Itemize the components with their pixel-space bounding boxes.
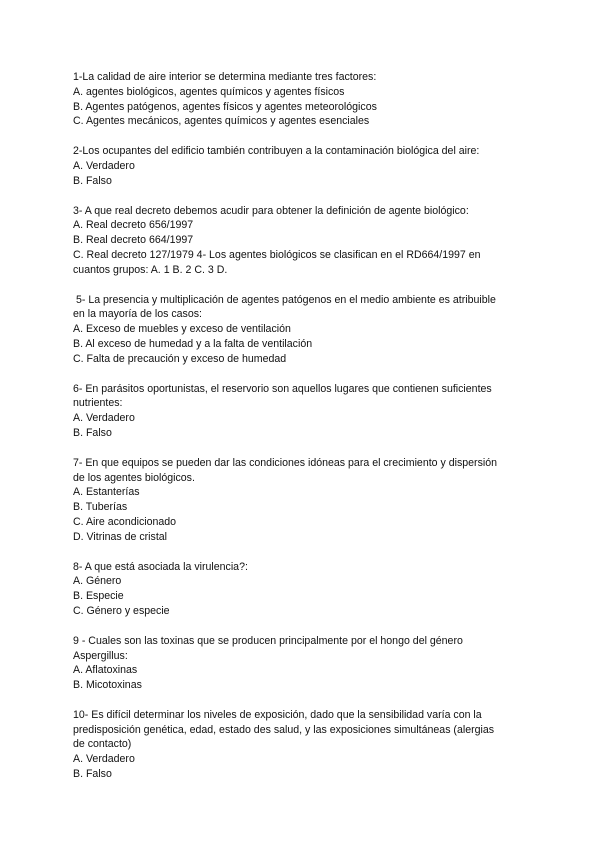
question-7-option-b: B. Tuberías	[73, 501, 128, 514]
question-5-text: 5- La presencia y multiplicación de agentes patógenos en el medio ambiente es atribuible	[73, 293, 496, 306]
question-5-option-c: C. Falta de precaución y exceso de humedad	[73, 352, 287, 365]
question-10-option-a: A. Verdadero	[73, 753, 135, 766]
question-5-option-a: A. Exceso de muebles y exceso de ventilación	[73, 323, 291, 336]
question-8-text: 8- A que está asociada la virulencia?:	[73, 560, 248, 573]
question-8-option-c: C. Género y especie	[73, 604, 170, 617]
question-3	[73, 204, 530, 278]
question-2-option-b: B. Falso	[73, 174, 112, 187]
question-2-option-a: A. Verdadero	[73, 159, 135, 172]
question-7-text: 7- En que equipos se pueden dar las condiciones idóneas para el crecimiento y dispersión	[73, 456, 498, 469]
question-8-option-a: A. Género	[73, 575, 122, 588]
question-9-option-a: A. Aflatoxinas	[73, 664, 138, 677]
question-1-text: 1-La calidad de aire interior se determina mediante tres factores:	[73, 71, 377, 83]
question-1-option-b: B. Agentes patógenos, agentes físicos y agentes meteorológicos	[73, 100, 377, 113]
question-10-text-cont-1: predisposición genética, edad, estado des salud, y las exposiciones simultáneas (alergias	[73, 723, 495, 736]
question-3-option-b: B. Real decreto 664/1997	[73, 234, 194, 247]
question-9-text-cont: Aspergillus:	[73, 649, 128, 662]
question-6-text: 6- En parásitos oportunistas, el reservorio son aquellos lugares que contienen suficientes	[73, 382, 492, 395]
question-8	[73, 560, 530, 619]
question-1	[73, 70, 530, 129]
question-3-option-c: C. Real decreto 127/1979 4- Los agentes biológicos se clasifican en el RD664/1997 en	[73, 248, 481, 261]
question-7-option-c: C. Aire acondicionado	[73, 515, 177, 528]
question-4-options: cuantos grupos: A. 1 B. 2 C. 3 D.	[73, 263, 228, 276]
question-5-option-b: B. Al exceso de humedad y a la falta de ventilación	[73, 337, 313, 350]
question-10	[73, 708, 530, 782]
question-6	[73, 382, 530, 441]
question-10-text-cont-2: de contacto)	[73, 738, 132, 751]
question-3-option-a: A. Real decreto 656/1997	[73, 219, 194, 232]
question-10-option-b: B. Falso	[73, 768, 112, 781]
question-7	[73, 456, 530, 545]
question-9-option-b: B. Micotoxinas	[73, 679, 142, 692]
question-6-option-b: B. Falso	[73, 426, 112, 439]
question-6-option-a: A. Verdadero	[73, 412, 135, 425]
question-10-text: 10- Es difícil determinar los niveles de exposición, dado que la sensibilidad varía con la	[73, 708, 482, 721]
question-2	[73, 144, 530, 188]
question-2-text: 2-Los ocupantes del edificio también contribuyen a la contaminación biológica del aire:	[73, 145, 480, 158]
question-5	[73, 293, 530, 367]
question-1-option-c: C. Agentes mecánicos, agentes químicos y agentes esenciales	[73, 115, 370, 128]
question-7-option-d: D. Vitrinas de cristal	[73, 530, 168, 543]
question-8-option-b: B. Especie	[73, 590, 124, 603]
question-1-option-a: A. agentes biológicos, agentes químicos y agentes físicos	[73, 85, 345, 98]
question-5-text-cont: en la mayoría de los casos:	[73, 308, 202, 321]
question-9-text: 9 - Cuales son las toxinas que se producen principalmente por el hongo del género	[73, 634, 463, 647]
question-9	[73, 634, 530, 693]
question-6-text-cont: nutrientes:	[73, 397, 123, 410]
question-7-option-a: A. Estanterías	[73, 486, 140, 499]
question-7-text-cont: de los agentes biológicos.	[73, 471, 195, 484]
question-3-text: 3- A que real decreto debemos acudir para obtener la definición de agente biológico:	[73, 204, 469, 217]
